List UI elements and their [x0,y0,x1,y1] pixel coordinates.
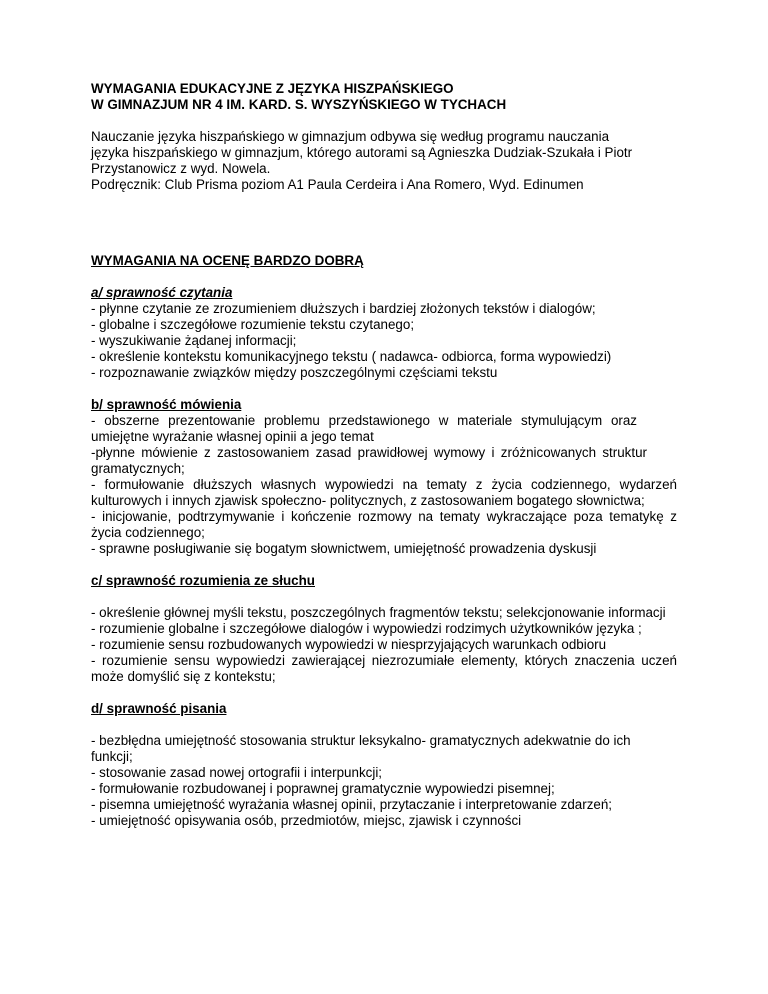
section-d-item-1: - bezbłędna umiejętność stosowania struktur leksykalno- gramatycznych adekwatnie do ich funkcji; [91,733,631,764]
section-b-item-1: - obszerne prezentowanie problemu przedstawionego w materiale stymulującym oraz umiejętne wyrażanie własnej opinii a jego temat [91,413,637,444]
document-title [91,81,677,129]
section-a-item-4: - określenie kontekstu komunikacyjnego tekstu ( nadawca- odbiorca, forma wypowiedzi) [91,349,612,364]
document-page [91,81,677,829]
section-c-item-3: - rozumienie sensu rozbudowanych wypowiedzi w niesprzyjających warunkach odbioru [91,637,607,652]
spacer [91,203,677,253]
section-b-item-3: - formułowanie dłuższych własnych wypowiedzi na tematy z życia codziennego, wydarzeń kulturowych i innych zjawisk społeczno- politycznych, z zastosowaniem bogatego słownictwa; [91,477,677,508]
section-a-item-2: - globalne i szczegółowe rozumienie tekstu czytanego; [91,317,415,332]
section-d-heading: d/ sprawność pisania [91,701,227,716]
section-a-item-1: - płynne czytanie ze zrozumieniem dłuższych i bardziej złożonych tekstów i dialogów; [91,301,596,316]
section-a-heading [91,285,677,301]
section-d-item-5: - umiejętność opisywania osób, przedmiotów, miejsc, zjawisk i czynności [91,813,522,828]
section-c-item-1: - określenie głównej myśli tekstu, poszczególnych fragmentów tekstu; selekcjonowanie informacji [91,605,666,620]
section-d-item-4: - pisemna umiejętność wyrażania własnej opinii, przytaczanie i interpretowanie zdarzeń; [91,797,612,812]
section-d-item-2: - stosowanie zasad nowej ortografii i interpunkcji; [91,765,383,780]
main-heading: WYMAGANIA NA OCENĘ BARDZO DOBRĄ [91,253,364,268]
section-b-item-4: - inicjowanie, podtrzymywanie i kończenie rozmowy na tematy wykraczające poza tematykę z życia codziennego; [91,509,677,540]
intro-line-1: Nauczanie języka hiszpańskiego w gimnazjum odbywa się według programu nauczania [91,129,610,144]
section-a-item-3: - wyszukiwanie żądanej informacji; [91,333,297,348]
section-d-item-3: - formułowanie rozbudowanej i poprawnej gramatycznie wypowiedzi pisemnej; [91,781,555,796]
title-line-2: W GIMNAZJUM NR 4 IM. KARD. S. WYSZYŃSKIEGO W TYCHACH [91,97,507,112]
intro-line-4: Podręcznik: Club Prisma poziom A1 Paula Cerdeira i Ana Romero, Wyd. Edinumen [91,177,584,192]
section-a-heading-text: a/ sprawność czytania [91,285,233,300]
intro-line-3: Przystanowicz z wyd. Nowela. [91,161,271,176]
section-a-item-5: - rozpoznawanie związków między poszczególnymi częściami tekstu [91,365,498,380]
section-b-item-2: -płynne mówienie z zastosowaniem zasad prawidłowej wymowy i zróżnicowanych struktur gramatycznych; [91,445,647,476]
section-b-item-5: - sprawne posługiwanie się bogatym słownictwem, umiejętność prowadzenia dyskusji [91,541,597,556]
title-line-1: WYMAGANIA EDUKACYJNE Z JĘZYKA HISZPAŃSKIEGO [91,81,454,96]
section-c-heading: c/ sprawność rozumienia ze słuchu [91,573,315,588]
section-c-item-2: - rozumienie globalne i szczegółowe dialogów i wypowiedzi rodzimych użytkowników języka ; [91,621,642,636]
section-c-item-4: - rozumienie sensu wypowiedzi zawierającej niezrozumiałe elementy, których znaczenia uczeń może domyślić się z kontekstu; [91,653,677,684]
section-b-heading: b/ sprawność mówienia [91,397,242,412]
intro-paragraph [91,129,677,203]
intro-line-2: języka hiszpańskiego w gimnazjum, którego autorami są Agnieszka Dudziak-Szukała i Piotr [91,145,633,160]
